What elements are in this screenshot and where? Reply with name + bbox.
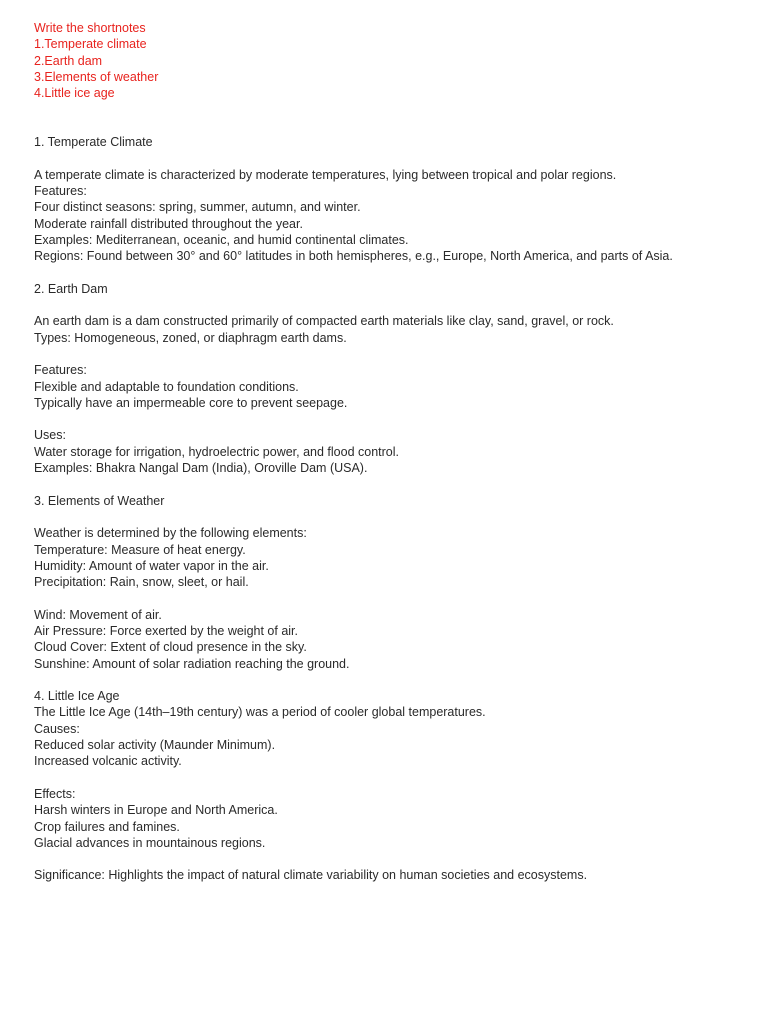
text-line: Water storage for irrigation, hydroelectric power, and flood control. — [34, 444, 399, 459]
text-line: Typically have an impermeable core to prevent seepage. — [34, 395, 348, 410]
text-line: Glacial advances in mountainous regions. — [34, 835, 266, 850]
text-line: Harsh winters in Europe and North America. — [34, 803, 278, 818]
text-line: Humidity: Amount of water vapor in the air. — [34, 558, 269, 573]
section-little-ice-age — [34, 688, 754, 884]
section-intro: An earth dam is a dam constructed primarily of compacted earth materials like clay, sand, gravel, or rock. — [34, 314, 614, 329]
text-line: Examples: Mediterranean, oceanic, and humid continental climates. — [34, 232, 409, 247]
assignment-topic-3: 3.Elements of weather — [34, 69, 159, 84]
section-elements-of-weather — [34, 493, 754, 672]
uses-label: Uses: — [34, 428, 66, 443]
section-heading: 4. Little Ice Age — [34, 689, 120, 704]
effects-label: Effects: — [34, 786, 76, 801]
section-heading: 2. Earth Dam — [34, 281, 108, 296]
spacer — [34, 672, 754, 688]
spacer — [34, 411, 754, 427]
assignment-topic-4: 4.Little ice age — [34, 86, 115, 101]
section-heading: 1. Temperate Climate — [34, 135, 153, 150]
spacer — [34, 851, 754, 867]
text-line: Cloud Cover: Extent of cloud presence in the sky. — [34, 640, 307, 655]
text-line: Precipitation: Rain, snow, sleet, or hail. — [34, 575, 249, 590]
features-label: Features: — [34, 183, 87, 198]
section-intro: The Little Ice Age (14th–19th century) was a period of cooler global temperatures. — [34, 705, 486, 720]
text-line: Four distinct seasons: spring, summer, autumn, and winter. — [34, 200, 361, 215]
text-line: Examples: Bhakra Nangal Dam (India), Oroville Dam (USA). — [34, 461, 368, 476]
spacer — [34, 297, 754, 313]
text-line: Flexible and adaptable to foundation conditions. — [34, 379, 299, 394]
text-line: Temperature: Measure of heat energy. — [34, 542, 246, 557]
section-intro: A temperate climate is characterized by moderate temperatures, lying between tropical and polar regions. — [34, 167, 617, 182]
assignment-header — [34, 20, 754, 101]
text-line: Regions: Found between 30° and 60° latitudes in both hemispheres, e.g., Europe, North America, and parts of Asia. — [34, 249, 673, 264]
section-heading: 3. Elements of Weather — [34, 493, 165, 508]
spacer — [34, 346, 754, 362]
assignment-topic-1: 1.Temperate climate — [34, 37, 147, 52]
section-temperate-climate — [34, 134, 754, 264]
section-intro: Weather is determined by the following elements: — [34, 526, 307, 541]
text-line: Crop failures and famines. — [34, 819, 180, 834]
significance-line: Significance: Highlights the impact of natural climate variability on human societies and ecosystems. — [34, 868, 588, 883]
text-line: Types: Homogeneous, zoned, or diaphragm earth dams. — [34, 330, 347, 345]
assignment-title: Write the shortnotes — [34, 21, 146, 35]
text-line: Air Pressure: Force exerted by the weight of air. — [34, 623, 299, 638]
text-line: Increased volcanic activity. — [34, 754, 182, 769]
text-line: Wind: Movement of air. — [34, 607, 162, 622]
spacer — [34, 590, 754, 606]
spacer — [34, 150, 754, 166]
spacer — [34, 264, 754, 280]
section-earth-dam — [34, 281, 754, 477]
spacer — [34, 509, 754, 525]
features-label: Features: — [34, 363, 87, 378]
spacer — [34, 476, 754, 492]
text-line: Reduced solar activity (Maunder Minimum). — [34, 738, 276, 753]
document-page — [34, 20, 754, 884]
assignment-topic-2: 2.Earth dam — [34, 53, 103, 68]
spacer — [34, 101, 754, 117]
causes-label: Causes: — [34, 721, 80, 736]
text-line: Moderate rainfall distributed throughout the year. — [34, 216, 303, 231]
spacer — [34, 118, 754, 134]
spacer — [34, 770, 754, 786]
text-line: Sunshine: Amount of solar radiation reaching the ground. — [34, 656, 350, 671]
